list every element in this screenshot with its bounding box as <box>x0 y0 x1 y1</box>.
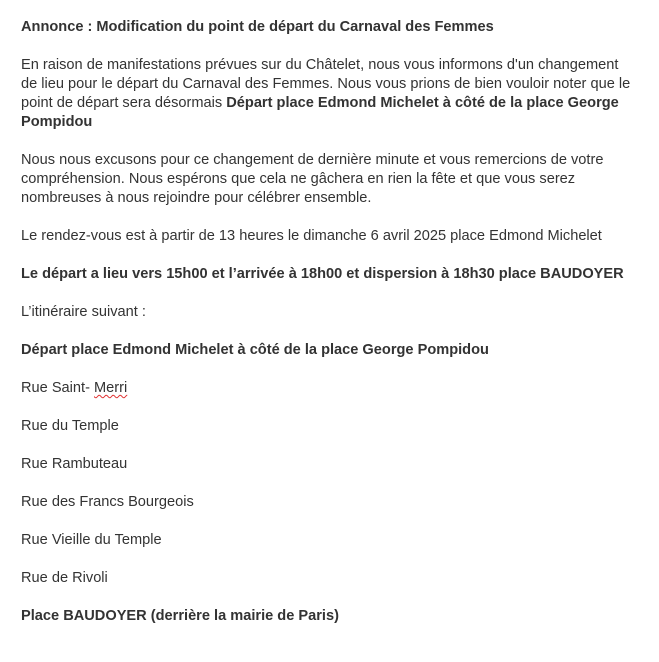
misspelled-word[interactable]: Merri <box>94 380 128 396</box>
announcement-document <box>21 18 637 645</box>
itinerary-street: Rue des Francs Bourgeois <box>21 494 194 510</box>
new-start-point: Départ place Edmond Michelet à côté de la place George Pompidou <box>21 95 619 130</box>
paragraph-change-notice: En raison de manifestations prévues sur du Châtelet, nous vous informons d'un changement de lieu pour le départ du Carnaval des Femmes. Nous vous prions de bien vouloir noter que le point de départ sera désormais Départ place Edmond Michelet à côté de la place George Pompidou <box>21 57 631 130</box>
itinerary-street: Rue de Rivoli <box>21 570 108 586</box>
itinerary-street: Rue Vieille du Temple <box>21 532 162 548</box>
announcement-title: Annonce : Modification du point de départ du Carnaval des Femmes <box>21 19 494 35</box>
itinerary-intro: L’itinéraire suivant : <box>21 304 146 320</box>
itinerary-start: Départ place Edmond Michelet à côté de la place George Pompidou <box>21 342 489 358</box>
paragraph-schedule: Le départ a lieu vers 15h00 et l’arrivée à 18h00 et dispersion à 18h30 place BAUDOYER <box>21 266 624 282</box>
itinerary-street: Rue du Temple <box>21 418 119 434</box>
itinerary-street: Rue Saint- Merri <box>21 380 128 396</box>
itinerary-end: Place BAUDOYER (derrière la mairie de Paris) <box>21 608 339 624</box>
paragraph-meeting-time: Le rendez-vous est à partir de 13 heures le dimanche 6 avril 2025 place Edmond Michelet <box>21 228 602 244</box>
paragraph-apology: Nous nous excusons pour ce changement de dernière minute et vous remercions de votre compréhension. Nous espérons que cela ne gâchera en rien la fête et que vous serez nombreuses à nous rejoindre pour célébrer ensemble. <box>21 152 604 206</box>
itinerary-street: Rue Rambuteau <box>21 456 128 472</box>
